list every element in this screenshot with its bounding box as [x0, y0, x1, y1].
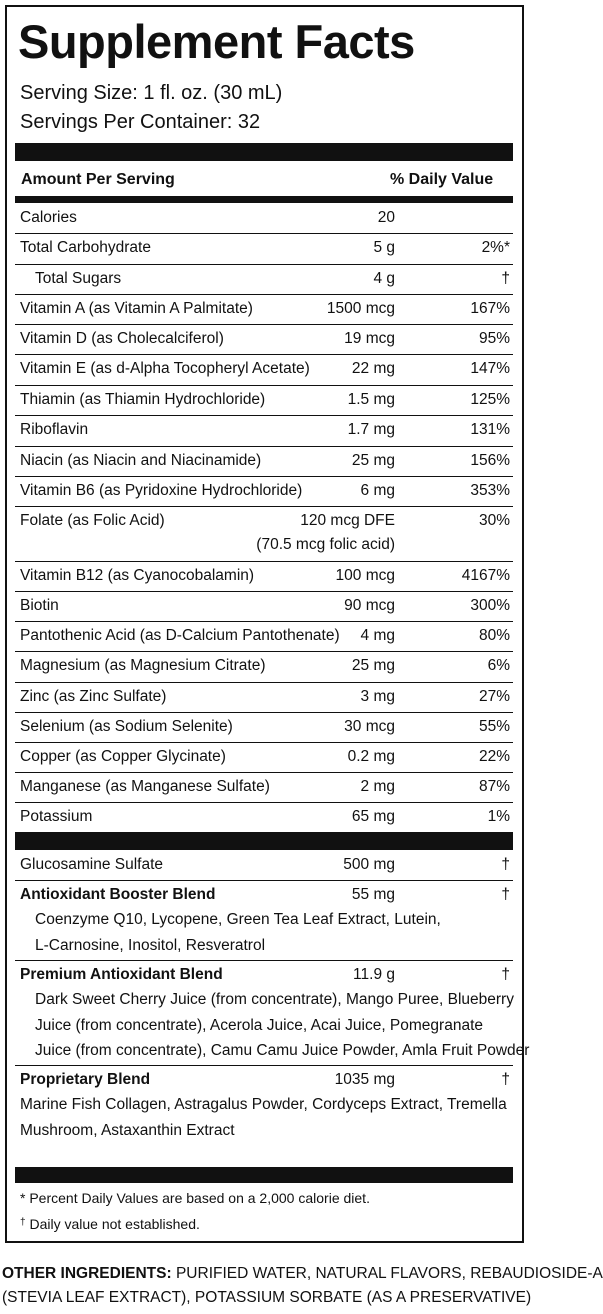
dagger-footnote — [20, 1213, 200, 1234]
nutrient-daily-value: 156% — [470, 452, 510, 469]
nutrient-name: Calories — [20, 209, 77, 226]
row-divider — [15, 682, 513, 683]
nutrient-name: Thiamin (as Thiamin Hydrochloride) — [20, 391, 266, 408]
thick-rule-bottom — [15, 1167, 513, 1183]
other-ingredients — [2, 1262, 603, 1310]
nutrient-daily-value: 147% — [470, 360, 510, 377]
panel-title: Supplement Facts — [18, 15, 415, 68]
nutrient-name: Riboflavin — [20, 421, 89, 438]
nutrient-name: Niacin (as Niacin and Niacinamide) — [20, 452, 262, 469]
thick-rule-middle — [15, 832, 513, 850]
nutrient-amount: 22 mg — [351, 360, 395, 377]
nutrient-name: Folate (as Folic Acid) — [20, 512, 165, 529]
row-divider — [15, 621, 513, 622]
row-divider — [15, 264, 513, 265]
blend-ingredient-line: Mushroom, Astaxanthin Extract — [20, 1121, 235, 1139]
nutrient-daily-value: 353% — [470, 482, 510, 499]
nutrient-amount: 0.2 mg — [347, 748, 395, 765]
nutrient-daily-value: 125% — [470, 391, 510, 408]
nutrient-name: Vitamin B12 (as Cyanocobalamin) — [20, 567, 255, 584]
blend-row-amount: 1035 mg — [334, 1071, 395, 1088]
blend-row-amount: 11.9 g — [353, 966, 395, 983]
row-divider — [15, 742, 513, 743]
blend-ingredient-line: Coenzyme Q10, Lycopene, Green Tea Leaf Extract, Lutein, — [35, 911, 441, 928]
row-divider — [15, 233, 513, 234]
blend-row-amount: 55 mg — [351, 886, 395, 903]
row-divider — [15, 802, 513, 803]
row-divider — [15, 880, 513, 881]
nutrient-daily-value: 80% — [478, 627, 510, 644]
other-ingredients-label: OTHER INGREDIENTS: — [2, 1265, 172, 1282]
nutrient-amount: 4 mg — [360, 627, 395, 644]
row-divider — [15, 561, 513, 562]
nutrient-name: Zinc (as Zinc Sulfate) — [20, 688, 167, 705]
nutrient-amount: 25 mg — [351, 657, 395, 674]
nutrient-amount: 5 g — [373, 239, 395, 256]
nutrient-amount: 25 mg — [351, 452, 395, 469]
row-divider — [15, 772, 513, 773]
glucosamine-row-amount: 500 mg — [343, 856, 395, 873]
nutrient-amount: 19 mcg — [344, 330, 395, 347]
medium-rule — [15, 196, 513, 203]
blend-ingredient-line: Juice (from concentrate), Camu Camu Juice Powder, Amla Fruit Powder — [35, 1042, 530, 1059]
row-divider — [15, 1065, 513, 1066]
nutrient-name: Magnesium (as Magnesium Citrate) — [20, 657, 266, 674]
nutrient-name: Selenium (as Sodium Selenite) — [20, 718, 233, 735]
amount-per-serving-header: Amount Per Serving — [21, 171, 175, 188]
servings-per-container: Servings Per Container: 32 — [20, 111, 261, 133]
glucosamine-row-name: Glucosamine Sulfate — [20, 856, 164, 873]
nutrient-amount: 1.5 mg — [347, 391, 395, 408]
percent-dv-footnote: * Percent Daily Values are based on a 2,000 calorie diet. — [20, 1190, 370, 1206]
nutrient-daily-value: 2%* — [481, 239, 510, 256]
nutrient-name: Copper (as Copper Glycinate) — [20, 748, 226, 765]
blend-row-name: Proprietary Blend — [20, 1071, 151, 1088]
nutrient-name: Biotin — [20, 597, 59, 614]
other-ingredients-line-1: PURIFIED WATER, NATURAL FLAVORS, REBAUDIOSIDE-A — [175, 1265, 603, 1282]
row-divider — [15, 446, 513, 447]
daily-value-header: % Daily Value — [390, 171, 494, 188]
blend-ingredient-line: Juice (from concentrate), Acerola Juice, Acai Juice, Pomegranate — [35, 1016, 483, 1034]
nutrient-name: Vitamin B6 (as Pyridoxine Hydrochloride) — [20, 482, 303, 499]
row-divider — [15, 354, 513, 355]
nutrient-amount: 20 — [377, 209, 395, 226]
nutrient-daily-value: 1% — [487, 808, 510, 825]
blend-ingredients — [20, 1092, 507, 1143]
blend-ingredient-line: Marine Fish Collagen, Astragalus Powder, Cordyceps Extract, Tremella — [20, 1096, 507, 1113]
blend-ingredient-line: Dark Sweet Cherry Juice (from concentrate), Mango Puree, Blueberry — [35, 991, 514, 1008]
nutrient-daily-value: 30% — [478, 512, 510, 529]
row-divider — [15, 415, 513, 416]
nutrient-amount: 3 mg — [360, 688, 395, 705]
nutrient-amount: 120 mcg DFE — [300, 512, 395, 529]
dagger-mark: † — [20, 1217, 26, 1228]
blend-row-name: Antioxidant Booster Blend — [20, 886, 216, 903]
row-divider — [15, 712, 513, 713]
nutrient-daily-value: 6% — [487, 657, 510, 674]
row-divider — [15, 324, 513, 325]
row-divider — [15, 294, 513, 295]
nutrient-amount: 1500 mcg — [326, 300, 395, 317]
nutrient-name: Pantothenic Acid (as D-Calcium Pantothenate) — [20, 627, 340, 644]
nutrient-daily-value: 4167% — [461, 567, 510, 584]
dagger-footnote-text: Daily value not established. — [29, 1216, 200, 1232]
nutrient-name: Vitamin E (as d-Alpha Tocopheryl Acetate) — [20, 360, 310, 377]
row-divider — [15, 651, 513, 652]
nutrient-daily-value: † — [501, 270, 510, 287]
blend-row-daily-value: † — [501, 1071, 510, 1088]
row-divider — [15, 476, 513, 477]
nutrient-amount-detail: (70.5 mcg folic acid) — [256, 536, 395, 553]
blend-row-name: Premium Antioxidant Blend — [20, 966, 223, 983]
row-divider — [15, 591, 513, 592]
nutrient-name: Total Sugars — [35, 270, 122, 287]
nutrient-daily-value: 22% — [478, 748, 510, 765]
row-divider — [15, 960, 513, 961]
blend-row-daily-value: † — [501, 966, 510, 983]
nutrient-daily-value: 95% — [478, 330, 510, 347]
glucosamine-row-daily-value: † — [501, 856, 510, 873]
row-divider — [15, 506, 513, 507]
nutrient-name: Potassium — [20, 808, 93, 825]
nutrient-amount: 6 mg — [360, 482, 395, 499]
nutrient-daily-value: 300% — [470, 597, 510, 614]
nutrient-name: Manganese (as Manganese Sulfate) — [20, 778, 270, 795]
nutrient-amount: 100 mcg — [335, 567, 395, 584]
nutrient-daily-value: 55% — [478, 718, 510, 735]
nutrient-amount: 4 g — [373, 270, 395, 287]
other-ingredients-line-2: (STEVIA LEAF EXTRACT), POTASSIUM SORBATE (AS A PRESERVATIVE) — [2, 1289, 532, 1306]
nutrient-daily-value: 167% — [470, 300, 510, 317]
blend-ingredients — [35, 907, 441, 958]
nutrient-amount: 30 mcg — [344, 718, 395, 735]
thick-rule-top — [15, 143, 513, 161]
nutrient-name: Vitamin D (as Cholecalciferol) — [20, 330, 224, 347]
blend-ingredient-line: L-Carnosine, Inositol, Resveratrol — [35, 936, 266, 954]
nutrient-amount: 1.7 mg — [347, 421, 395, 438]
blend-ingredients — [35, 987, 529, 1064]
serving-size: Serving Size: 1 fl. oz. (30 mL) — [20, 82, 283, 104]
blend-row-daily-value: † — [501, 886, 510, 903]
nutrient-amount: 65 mg — [351, 808, 395, 825]
nutrient-amount: 2 mg — [360, 778, 395, 795]
nutrient-amount: 90 mcg — [344, 597, 395, 614]
nutrient-name: Total Carbohydrate — [20, 239, 151, 256]
nutrient-daily-value: 27% — [478, 688, 510, 705]
nutrient-name: Vitamin A (as Vitamin A Palmitate) — [20, 300, 253, 317]
nutrient-daily-value: 87% — [478, 778, 510, 795]
nutrient-daily-value: 131% — [470, 421, 510, 438]
row-divider — [15, 385, 513, 386]
